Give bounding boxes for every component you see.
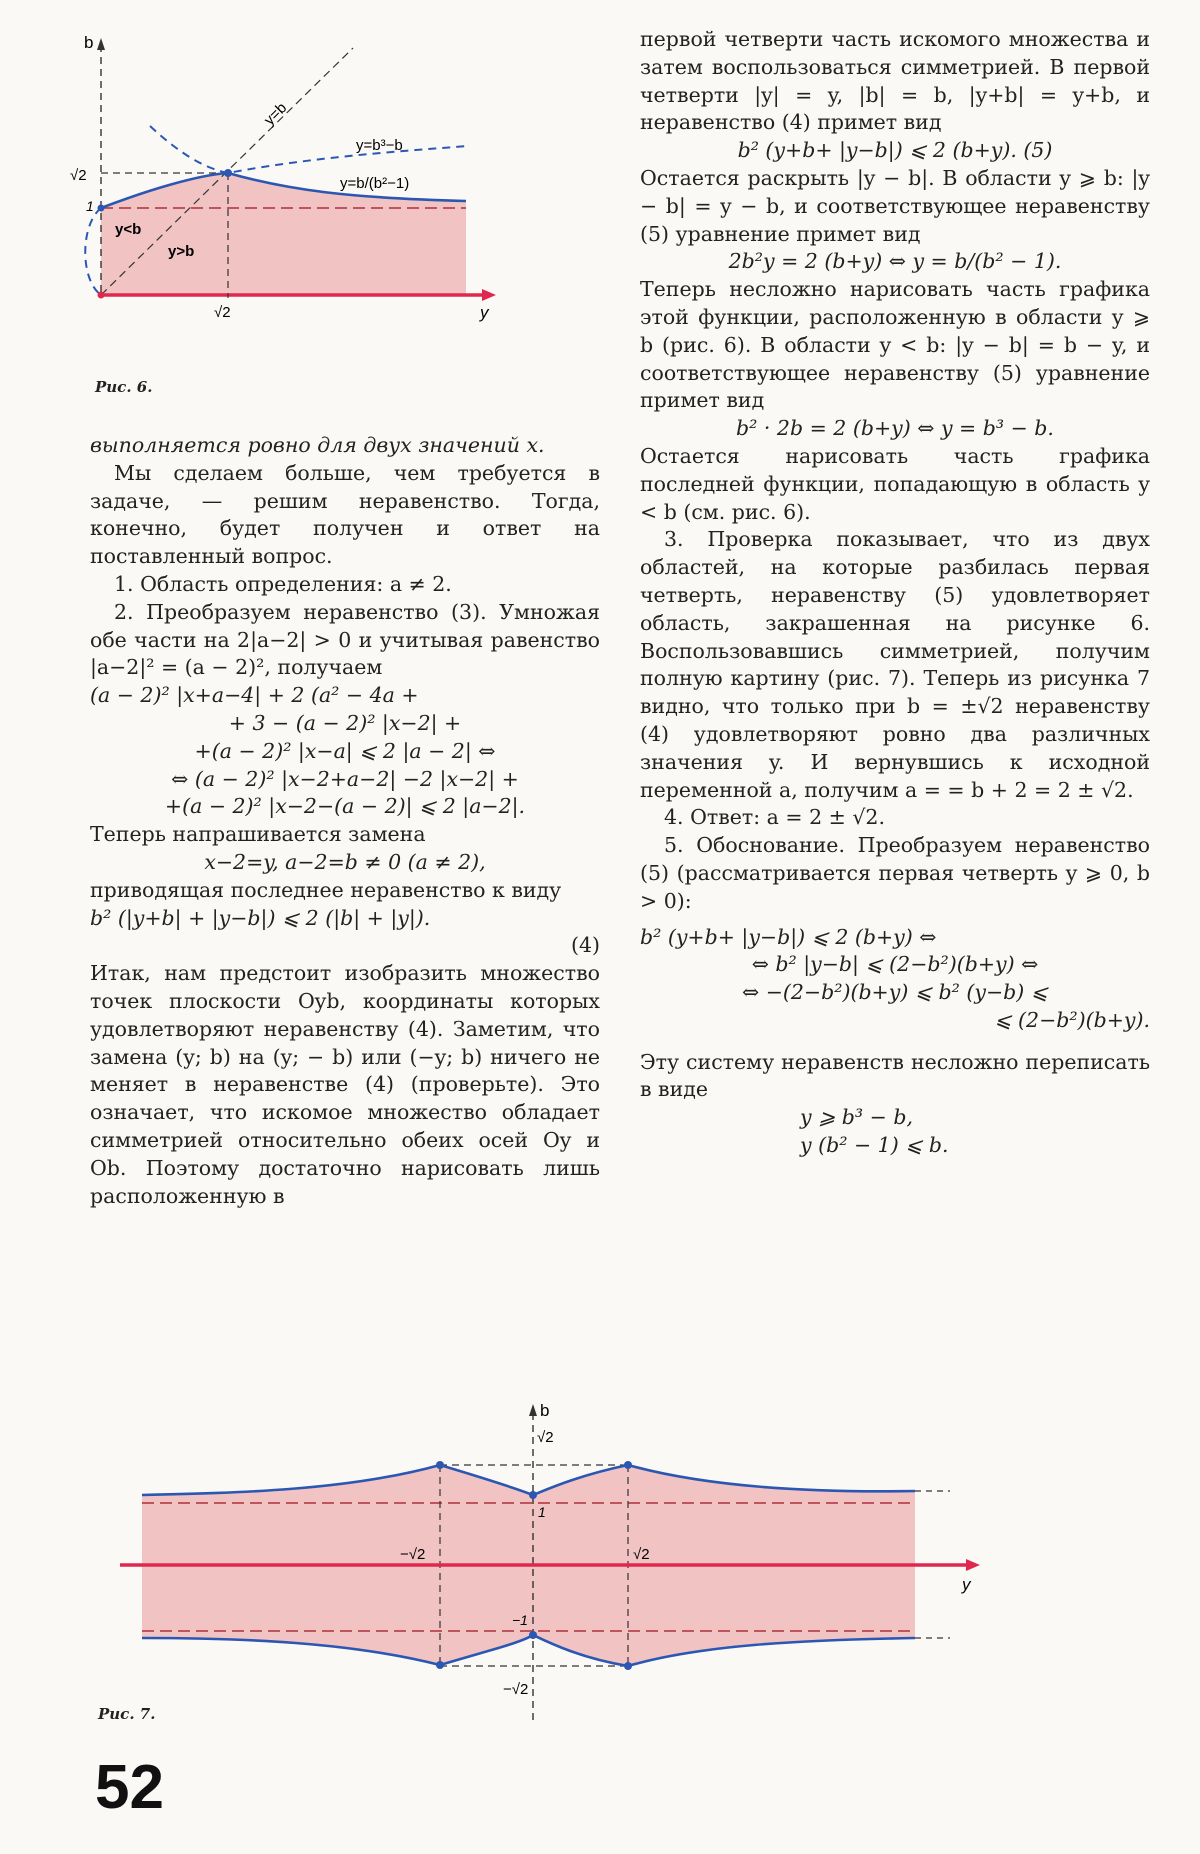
fig7-tick-minus-sqrt2-left: −√2	[400, 1546, 426, 1563]
fig7-tick-minus-1: −1	[512, 1612, 528, 1628]
right-system-line-1: y ⩾ b³ − b,	[800, 1105, 913, 1130]
left-paragraph-5: приводящая последнее неравенство к виду	[90, 877, 562, 902]
left-formula-3: +(a − 2)² |x−a| ⩽ 2 |a − 2| ⇔	[194, 738, 496, 763]
fig6-axis-b-label: b	[84, 33, 94, 52]
fig6-y-axis-arrow	[482, 289, 496, 301]
right-paragraph-2: Остается раскрыть |y − b|. В области y ⩾ b: |y − b| = y − b, и соответствующее неравенству (5) уравнение примет вид	[640, 165, 1150, 246]
right-formula-1: b² (y+b+ |y−b|) ⩽ 2 (b+y). (5)	[737, 138, 1053, 163]
right-system-line-2: y (b² − 1) ⩽ b.	[800, 1133, 949, 1158]
fig6-tick-1: 1	[86, 198, 94, 214]
left-formula-4: ⇔ (a − 2)² |x−2+a−2| −2 |x−2| +	[171, 766, 519, 791]
left-paragraph-1: Мы сделаем больше, чем требуется в задаче, — решим неравенство. Тогда, конечно, будет получен и ответ на поставленный вопрос.	[90, 460, 600, 569]
left-formula-1: (a − 2)² |x+a−4| + 2 (a² − 4a +	[90, 683, 419, 708]
left-paragraph-2: 1. Область определения: a ≠ 2.	[114, 571, 452, 596]
fig6-point-1	[98, 205, 105, 212]
left-paragraph-6: Итак, нам предстоит изобразить множество точек плоскости Oyb, координаты которых удовлетворяют неравенству (4). Заметим, что замена (y; b) на (y; − b) или (−y; b) ничего не меняет в неравенстве (4) (проверьте). Это означает, что искомое множество обладает симметрией относительно обеих осей Oy и Ob. Поэтому достаточно нарисовать лишь расположенную в	[90, 961, 600, 1208]
right-answer: 4. Ответ: a = 2 ± √2.	[664, 805, 885, 830]
left-paragraph-4: Теперь напрашивается замена	[90, 822, 426, 847]
left-formula-7-number: (4)	[570, 933, 600, 958]
right-formula-6: ⇔ −(2−b²)(b+y) ⩽ b² (y−b) ⩽	[742, 980, 1048, 1005]
fig6-label-cubic: y=b³−b	[356, 137, 403, 154]
fig7-tick-sqrt2-right: √2	[633, 1546, 650, 1563]
left-formula-7: b² (|y+b| + |y−b|) ⩽ 2 (|b| + |y|).	[90, 905, 431, 930]
fig7-point	[529, 1631, 537, 1639]
left-paragraph-3: 2. Преобразуем неравенство (3). Умножая обе части на 2|a−2| > 0 и учитывая равенство |a−2|² = (a − 2)², получаем	[90, 599, 600, 680]
page-number: 52	[95, 1753, 164, 1822]
figure-6-caption: Рис. 6.	[95, 378, 153, 396]
right-formula-7: ⩽ (2−b²)(b+y).	[994, 1007, 1150, 1032]
right-formula-3: b² · 2b = 2 (b+y) ⇔ y = b³ − b.	[736, 416, 1054, 441]
fig6-label-frac: y=b/(b²−1)	[340, 175, 410, 192]
fig7-point	[436, 1461, 444, 1469]
fig7-tick-1: 1	[538, 1504, 546, 1520]
fig6-label-y-greater-b: y>b	[168, 243, 195, 260]
fig6-left-arc-dashed	[85, 208, 101, 295]
figure-6	[70, 30, 598, 370]
right-paragraph-3: Теперь несложно нарисовать часть графика этой функции, расположенную в области y ⩾ b (рис. 6). В области y < b: |y − b| = b − y, и соответствующее неравенству (5) уравнение примет вид	[640, 277, 1150, 413]
left-formula-5: +(a − 2)² |x−2−(a − 2)| ⩽ 2 |a−2|.	[164, 794, 526, 819]
right-column	[640, 26, 1150, 1160]
fig7-point	[624, 1662, 632, 1670]
right-paragraph-8: Эту систему неравенств несложно переписать в виде	[640, 1049, 1150, 1102]
right-formula-4: b² (y+b+ |y−b|) ⩽ 2 (b+y) ⇔	[640, 924, 937, 949]
fig7-upper-boundary	[142, 1465, 915, 1495]
right-paragraph-1: первой четверти часть искомого множества и затем воспользоваться симметрией. В первой четверти |y| = y, |b| = b, |y+b| = y+b, и неравенство (4) примет вид	[640, 27, 1150, 135]
fig6-shaded-region	[101, 173, 466, 295]
fig7-point	[436, 1661, 444, 1669]
left-formula-6: x−2=y, a−2=b ≠ 0 (a ≠ 2),	[204, 849, 486, 874]
right-formula-5: ⇔ b² |y−b| ⩽ (2−b²)(b+y) ⇔	[751, 952, 1039, 977]
left-formula-2: + 3 − (a − 2)² |x−2| +	[228, 710, 462, 735]
right-paragraph-7: 5. Обоснование. Преобразуем неравенство (5) (рассматривается первая четверть y ⩾ 0, b > 0):	[640, 833, 1150, 913]
fig6-origin	[98, 292, 105, 299]
right-paragraph-5: 3. Проверка показывает, что из двух областей, на которые разбилась первая четверть, неравенству (5) удовлетворяет область, закрашенная на рисунке 6. Воспользовавшись симметрией, получим полную картину (рис. 7). Теперь из рисунка 7 видно, что только при b = ±√2 неравенству (4) удовлетворяют ровно два различных значения y. И вернувшись к исходной переменной a, получим a = = b + 2 = 2 ± √2.	[640, 527, 1150, 802]
fig7-axis-b-label: b	[540, 1401, 550, 1420]
fig6-label-y-less-b: y<b	[115, 221, 142, 238]
figure-7-caption: Рис. 7.	[98, 1705, 156, 1723]
fig7-y-axis-arrow	[966, 1559, 980, 1571]
fig7-b-axis-arrow	[529, 1404, 537, 1416]
left-italic-line: выполняется ровно для двух значений x.	[90, 433, 545, 457]
fig7-point	[624, 1461, 632, 1469]
fig6-point-sqrt2	[224, 169, 232, 177]
fig7-point	[529, 1491, 537, 1499]
fig6-tick-sqrt2-x: √2	[214, 304, 231, 321]
right-formula-2: 2b²y = 2 (b+y) ⇔ y = b/(b² − 1).	[728, 249, 1062, 274]
figure-7	[100, 1400, 1180, 1730]
fig6-axis-y-label: y	[480, 303, 489, 322]
fig6-label-y-equals-b: y=b	[260, 99, 291, 129]
fig6-cubic-curve-dashed	[150, 126, 468, 173]
left-column	[90, 432, 600, 1210]
fig7-axis-y-label: y	[962, 1575, 971, 1594]
fig6-tick-sqrt2: √2	[70, 167, 87, 184]
fig7-tick-sqrt2-top: √2	[537, 1429, 554, 1446]
fig7-tick-minus-sqrt2-bottom: −√2	[503, 1681, 529, 1698]
fig6-b-axis-arrow	[97, 38, 105, 50]
right-paragraph-4: Остается нарисовать часть графика последней функции, попадающую в область y < b (см. рис. 6).	[640, 443, 1150, 524]
